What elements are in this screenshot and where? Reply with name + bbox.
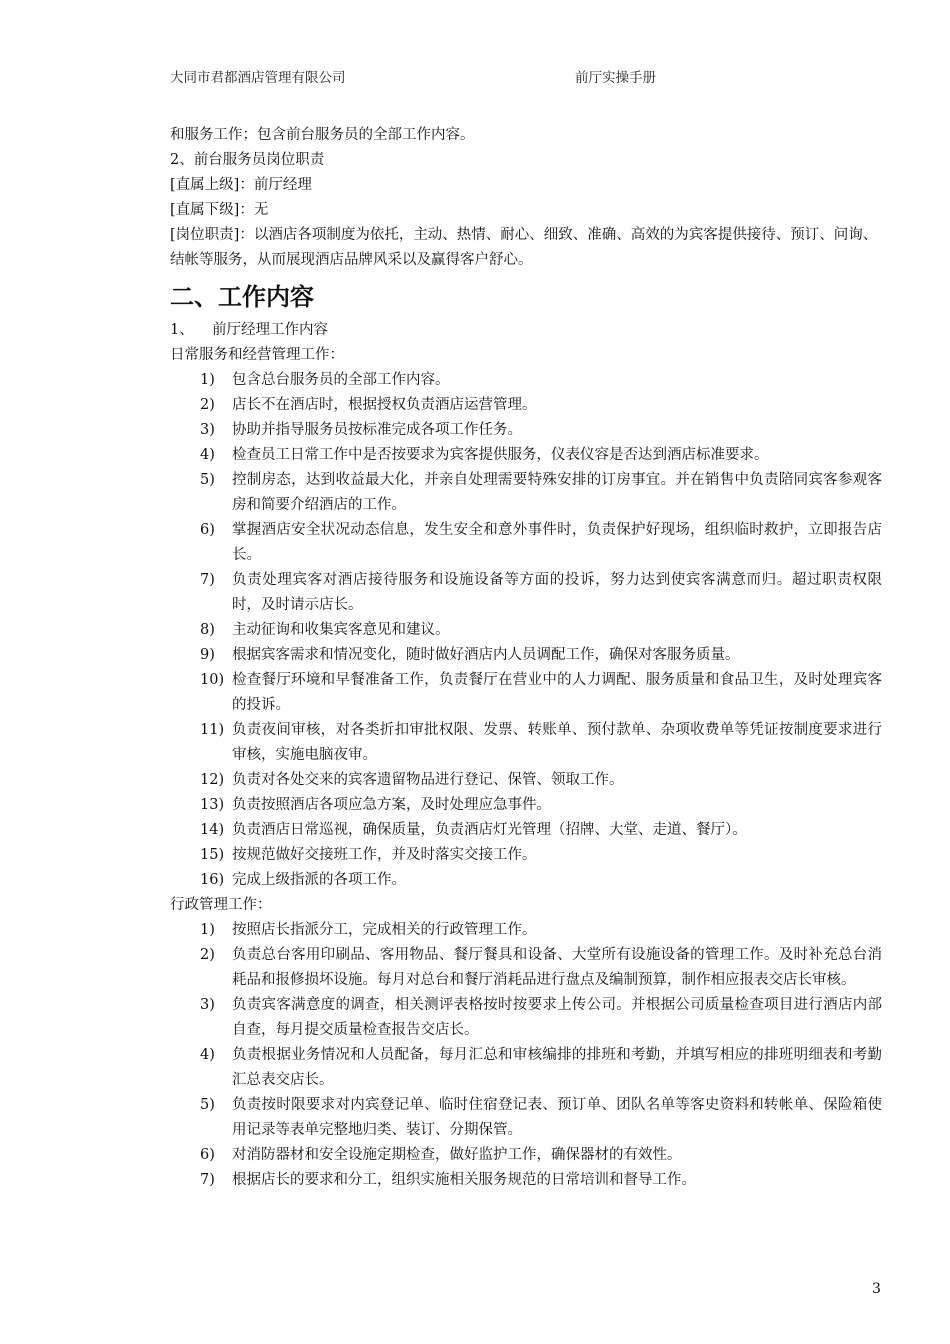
item-number: 5)	[200, 472, 215, 488]
item-number: 10)	[200, 672, 225, 688]
intro-line-2: 2、前台服务员岗位职责	[170, 152, 325, 168]
item-text: 检查餐厅环境和早餐准备工作，负责餐厅在营业中的人力调配、服务质量和食品卫生，及时处理宾客的投诉。	[232, 672, 882, 713]
list-item	[170, 468, 882, 518]
item-number: 2)	[200, 947, 215, 963]
item-number: 3)	[200, 422, 215, 438]
item-text: 负责处理宾客对酒店接待服务和设施设备等方面的投诉，努力达到使宾客满意而归。超过职责权限时，及时请示店长。	[232, 572, 882, 613]
item-number: 1)	[200, 372, 215, 388]
item-text: 按规范做好交接班工作，并及时落实交接工作。	[232, 847, 537, 863]
item-number: 11)	[200, 722, 225, 738]
subsection-label: 前厅经理工作内容	[212, 322, 328, 338]
daily-heading: 日常服务和经营管理工作：	[170, 347, 344, 363]
item-text: 对消防器材和安全设施定期检查，做好监护工作，确保器材的有效性。	[232, 1147, 682, 1163]
item-text: 负责根据业务情况和人员配备，每月汇总和审核编排的排班和考勤，并填写相应的排班明细表和考勤汇总表交店长。	[232, 1047, 882, 1088]
item-text: 掌握酒店安全状况动态信息，发生安全和意外事件时，负责保护好现场，组织临时救护，立即报告店长。	[232, 522, 882, 563]
item-number: 6)	[200, 1147, 215, 1163]
admin-heading: 行政管理工作：	[170, 897, 272, 913]
list-item	[170, 868, 882, 893]
list-item	[170, 943, 882, 993]
list-item	[170, 1143, 882, 1168]
item-text: 负责酒店日常巡视，确保质量，负责酒店灯光管理（招牌、大堂、走道、餐厅）。	[232, 822, 747, 838]
item-number: 6)	[200, 522, 215, 538]
item-number: 3)	[200, 997, 215, 1013]
item-text: 主动征询和收集宾客意见和建议。	[232, 622, 450, 638]
item-number: 8)	[200, 622, 215, 638]
item-text: 负责夜间审核，对各类折扣审批权限、发票、转账单、预付款单、杂项收费单等凭证按制度要求进行审核，实施电脑夜审。	[232, 722, 882, 763]
page-number: 3	[872, 1281, 881, 1297]
item-text: 负责按照酒店各项应急方案，及时处理应急事件。	[232, 797, 551, 813]
item-number: 9)	[200, 647, 215, 663]
list-item	[170, 993, 882, 1043]
list-item	[170, 568, 882, 618]
list-item	[170, 668, 882, 718]
item-text: 店长不在酒店时，根据授权负责酒店运营管理。	[232, 397, 537, 413]
item-number: 2)	[200, 397, 215, 413]
intro-line-3: [直属上级]：前厅经理	[170, 177, 312, 193]
document-title: 前厅实操手册	[575, 70, 656, 86]
section-title: 二、工作内容	[170, 283, 314, 311]
item-number: 4)	[200, 447, 215, 463]
list-item	[170, 443, 882, 468]
item-number: 1)	[200, 922, 215, 938]
list-item	[170, 643, 882, 668]
item-text: 完成上级指派的各项工作。	[232, 872, 406, 888]
list-item	[170, 918, 882, 943]
item-text: 按照店长指派分工，完成相关的行政管理工作。	[232, 922, 537, 938]
item-number: 7)	[200, 1172, 215, 1188]
list-item	[170, 718, 882, 768]
item-number: 7)	[200, 572, 215, 588]
item-text: 包含总台服务员的全部工作内容。	[232, 372, 450, 388]
list-item	[170, 768, 882, 793]
item-text: 根据宾客需求和情况变化，随时做好酒店内人员调配工作，确保对客服务质量。	[232, 647, 740, 663]
item-number: 14)	[200, 822, 225, 838]
company-name: 大同市君都酒店管理有限公司	[170, 70, 346, 86]
item-text: 根据店长的要求和分工，组织实施相关服务规范的日常培训和督导工作。	[232, 1172, 696, 1188]
item-number: 13)	[200, 797, 225, 813]
list-item	[170, 793, 882, 818]
list-item	[170, 368, 882, 393]
intro-line-1: 和服务工作；包含前台服务员的全部工作内容。	[170, 127, 475, 143]
page-content	[170, 123, 882, 1193]
list-item	[170, 1093, 882, 1143]
subsection-heading	[170, 318, 882, 343]
item-text: 负责对各处交来的宾客遗留物品进行登记、保管、领取工作。	[232, 772, 624, 788]
item-text: 协助并指导服务员按标准完成各项工作任务。	[232, 422, 522, 438]
item-text: 检查员工日常工作中是否按要求为宾客提供服务，仪表仪容是否达到酒店标准要求。	[232, 447, 769, 463]
item-text: 负责宾客满意度的调查，相关测评表格按时按要求上传公司。并根据公司质量检查项目进行酒店内部自查，每月提交质量检查报告交店长。	[232, 997, 882, 1038]
list-item	[170, 1043, 882, 1093]
list-item	[170, 518, 882, 568]
list-item	[170, 818, 882, 843]
item-number: 4)	[200, 1047, 215, 1063]
list-item	[170, 843, 882, 868]
page-header	[170, 66, 780, 86]
intro-line-4: [直属下级]：无	[170, 202, 269, 218]
item-text: 负责总台客用印刷品、客用物品、餐厅餐具和设备、大堂所有设施设备的管理工作。及时补充总台消耗品和报修损坏设施。每月对总台和餐厅消耗品进行盘点及编制预算，制作相应报表交店长审核。	[232, 947, 882, 988]
list-item	[170, 418, 882, 443]
intro-line-5: [岗位职责]：以酒店各项制度为依托，主动、热情、耐心、细致、准确、高效的为宾客提供接待、预订、问询、结帐等服务，从而展现酒店品牌风采以及赢得客户舒心。	[170, 227, 878, 268]
daily-list	[170, 368, 882, 893]
item-number: 16)	[200, 872, 225, 888]
list-item	[170, 618, 882, 643]
item-number: 15)	[200, 847, 225, 863]
item-number: 12)	[200, 772, 225, 788]
list-item	[170, 393, 882, 418]
subsection-number: 1、	[170, 322, 194, 338]
item-text: 负责按时限要求对内宾登记单、临时住宿登记表、预订单、团队名单等客史资料和转帐单、保险箱使用记录等表单完整地归类、装订、分期保管。	[232, 1097, 882, 1138]
admin-list	[170, 918, 882, 1193]
item-number: 5)	[200, 1097, 215, 1113]
list-item	[170, 1168, 882, 1193]
item-text: 控制房态，达到收益最大化，并亲自处理需要特殊安排的订房事宜。并在销售中负责陪同宾客参观客房和简要介绍酒店的工作。	[232, 472, 882, 513]
